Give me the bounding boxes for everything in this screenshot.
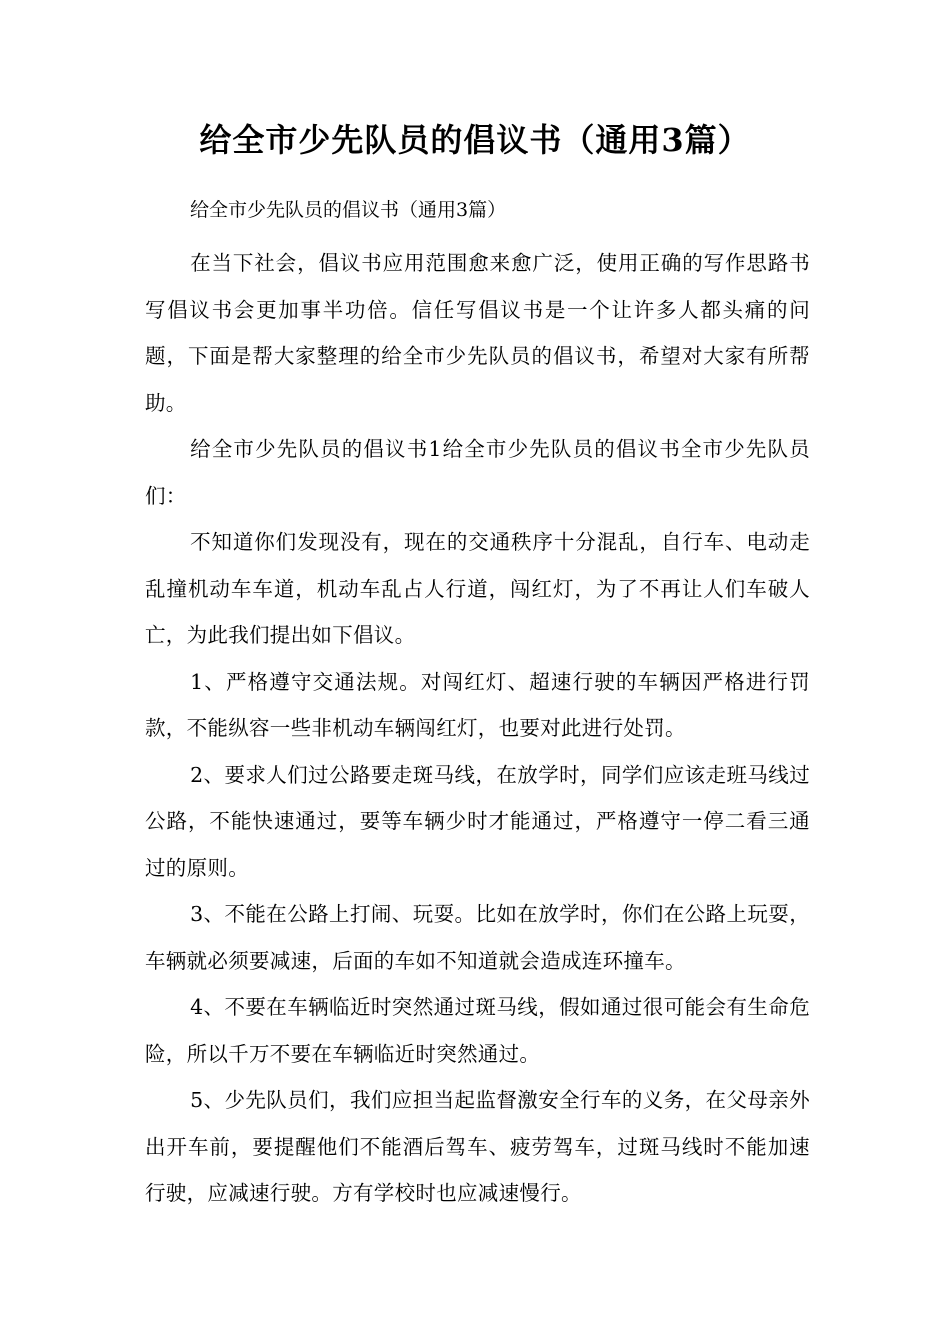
situation-paragraph: 不知道你们发现没有，现在的交通秩序十分混乱，自行车、电动走乱撞机动车车道，机动车乱占人行道，闯红灯，为了不再让人们车破人亡，为此我们提出如下倡议。 xyxy=(145,530,810,647)
proposal-item-3: 3、不能在公路上打闹、玩耍。比如在放学时，你们在公路上玩耍，车辆就必须要减速，后面的车如不知道就会造成连环撞车。 xyxy=(145,902,810,973)
proposal-item-2: 2、要求人们过公路要走斑马线，在放学时，同学们应该走班马线过公路，不能快速通过，要等车辆少时才能通过，严格遵守一停二看三通过的原则。 xyxy=(145,762,810,880)
proposal-item-1: 1、严格遵守交通法规。对闯红灯、超速行驶的车辆因严格进行罚款，不能纵容一些非机动车辆闯红灯，也要对此进行处罚。 xyxy=(145,669,810,740)
letter-heading-paragraph: 给全市少先队员的倡议书1给全市少先队员的倡议书全市少先队员们： xyxy=(145,437,810,508)
intro-paragraph: 在当下社会，倡议书应用范围愈来愈广泛，使用正确的写作思路书写倡议书会更加事半功倍。信任写倡议书是一个让许多人都头痛的问题，下面是帮大家整理的给全市少先队员的倡议书，希望对大家有所帮助。 xyxy=(145,251,810,415)
document-title: 给全市少先队员的倡议书（通用3篇） xyxy=(199,121,751,159)
proposal-item-5: 5、少先队员们，我们应担当起监督激安全行车的义务，在父母亲外出开车前，要提醒他们不能酒后驾车、疲劳驾车，过斑马线时不能加速行驶，应减速行驶。方有学校时也应减速慢行。 xyxy=(145,1088,810,1205)
document-body xyxy=(145,240,810,1217)
document-subtitle: 给全市少先队员的倡议书（通用3篇） xyxy=(190,199,507,221)
proposal-item-4: 4、不要在车辆临近时突然通过斑马线，假如通过很可能会有生命危险，所以千万不要在车辆临近时突然通过。 xyxy=(145,995,810,1066)
